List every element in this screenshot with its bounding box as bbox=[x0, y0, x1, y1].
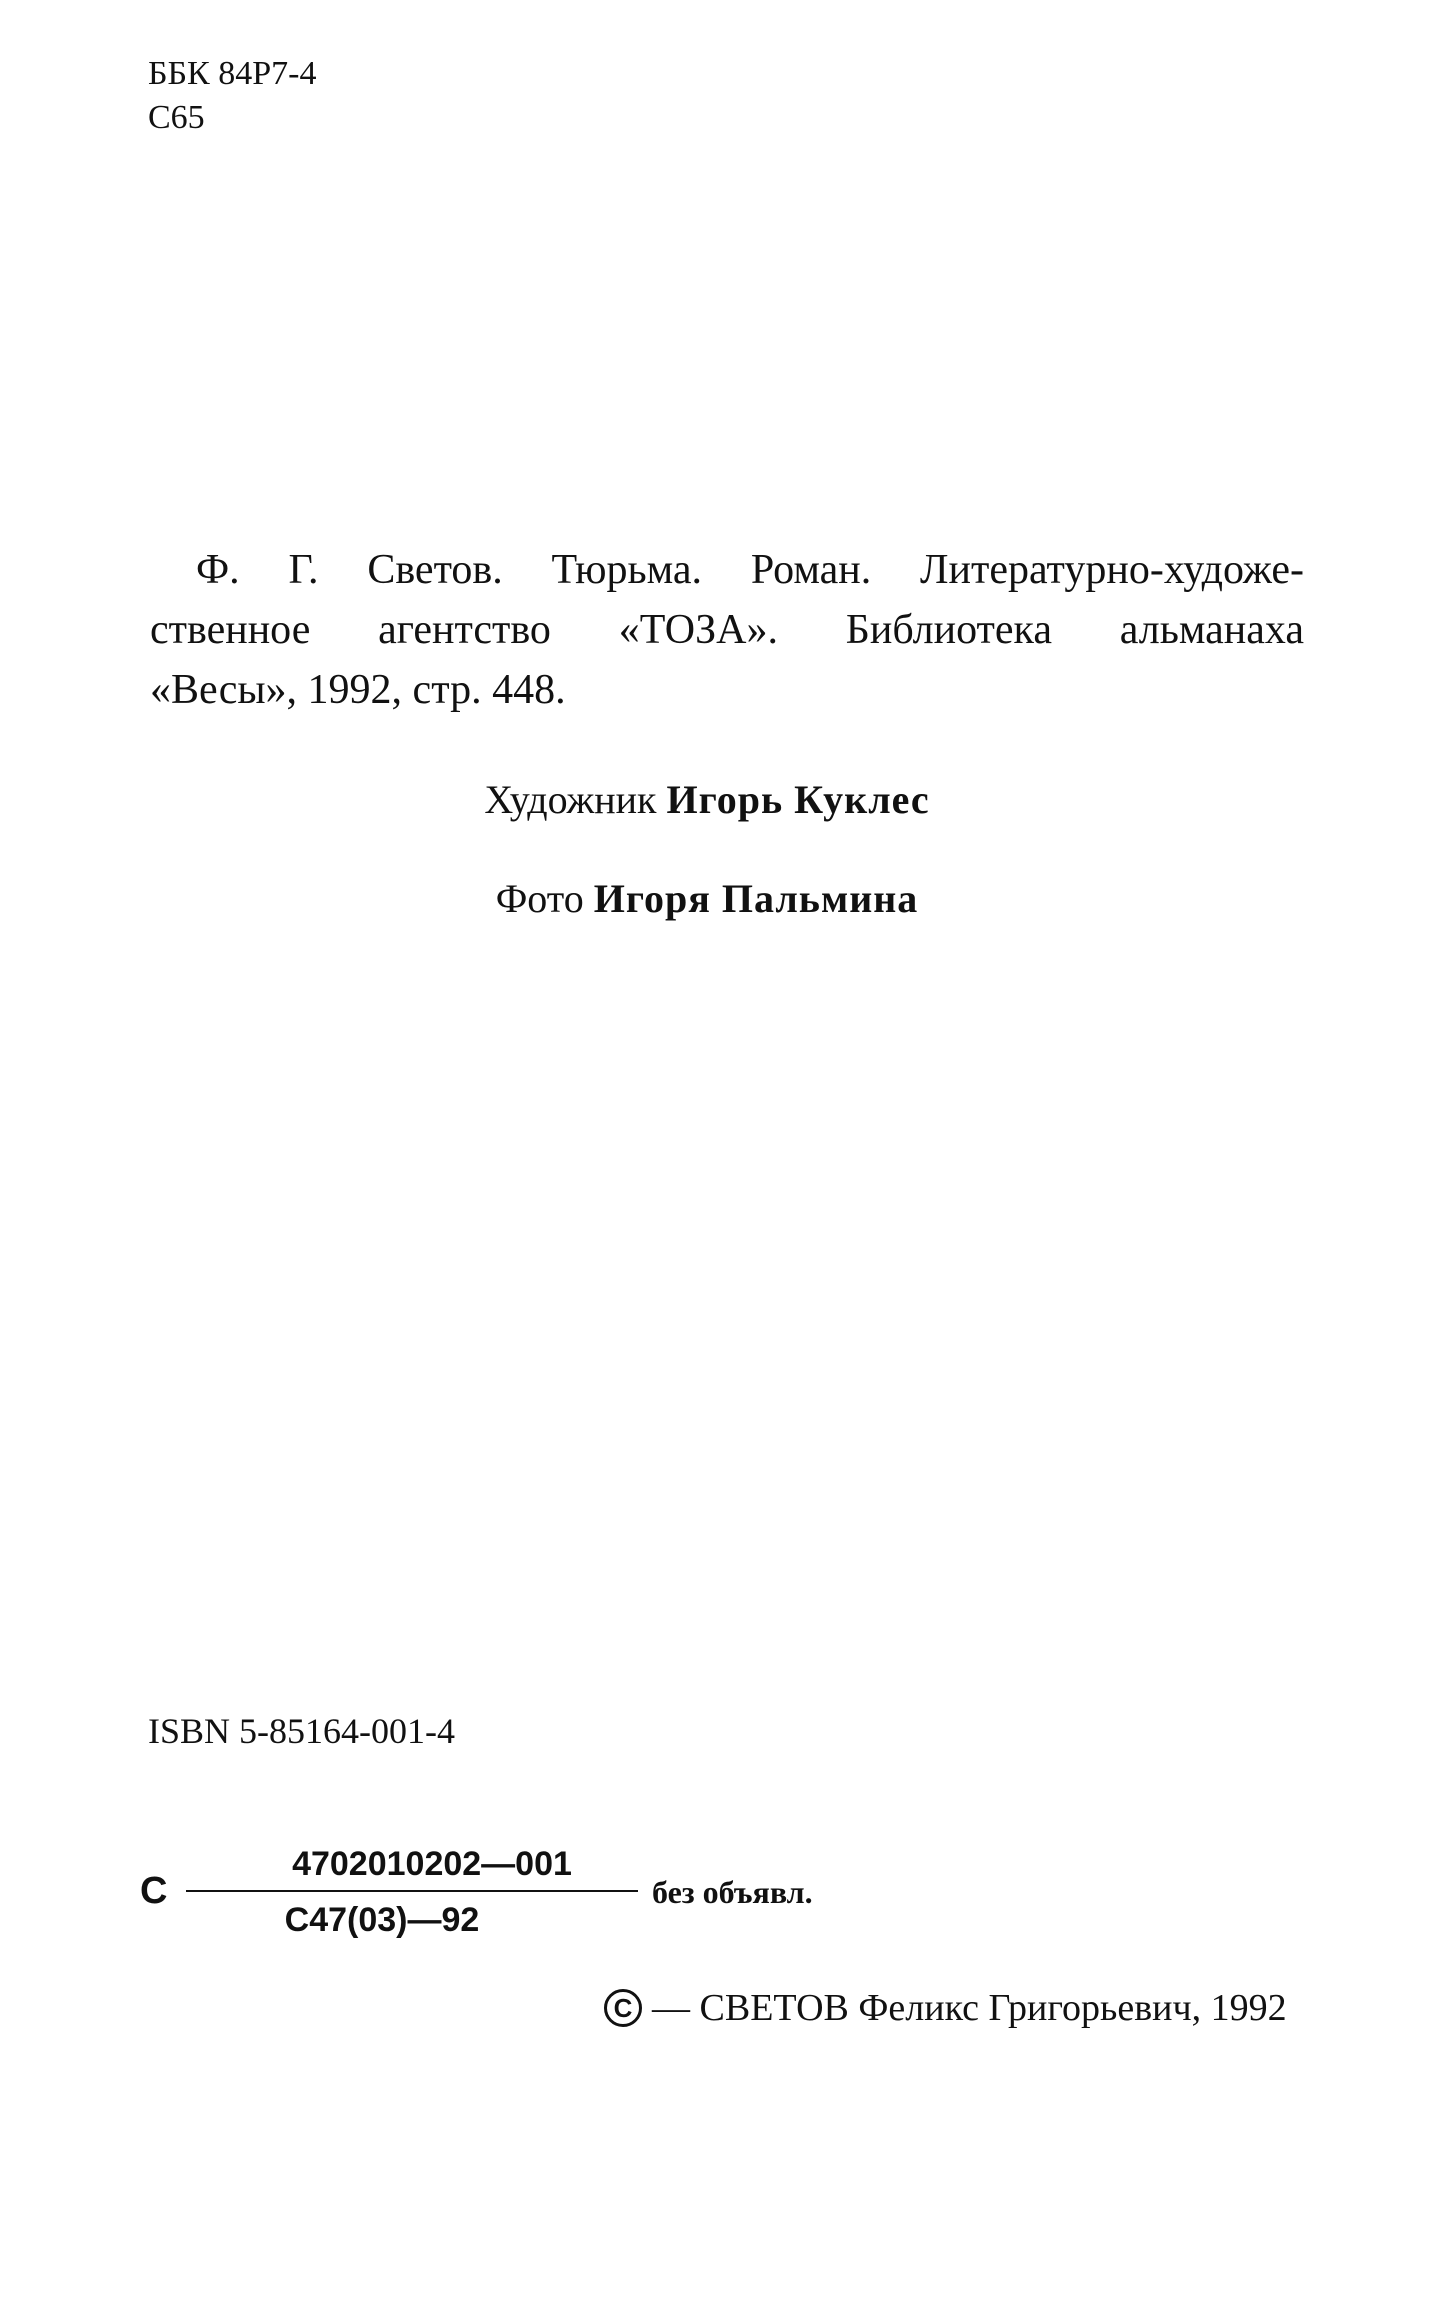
bib-line-2 bbox=[150, 600, 1304, 660]
fraction-bar bbox=[186, 1890, 638, 1892]
bib-word: Литературно-художе- bbox=[920, 547, 1304, 593]
bib-word: Светов. bbox=[367, 547, 503, 593]
publisher-code-note: без объявл. bbox=[652, 1874, 813, 1910]
artist-name: Игорь Куклес bbox=[666, 777, 930, 822]
author-mark: С65 bbox=[148, 99, 205, 136]
bib-word: ственное bbox=[150, 607, 311, 653]
publisher-code-numerator: 4702010202—001 bbox=[292, 1845, 572, 1883]
bbk-code: ББК 84Р7-4 bbox=[148, 55, 317, 92]
bib-word: «ТОЗА». bbox=[618, 607, 778, 653]
bib-word: Г. bbox=[288, 547, 319, 593]
photo-role: Фото bbox=[495, 876, 584, 921]
bib-line-3: «Весы», 1992, стр. 448. bbox=[150, 667, 566, 713]
classification-codes bbox=[148, 52, 316, 140]
publisher-code-letter: С bbox=[140, 1870, 168, 1912]
bib-line-1 bbox=[196, 540, 1304, 600]
bib-word: альманаха bbox=[1119, 607, 1304, 653]
bib-word: Ф. bbox=[196, 547, 240, 593]
bib-word: Роман. bbox=[750, 547, 872, 593]
copyright-text: — СВЕТОВ Феликс Григорьевич, 1992 bbox=[652, 1987, 1287, 2029]
isbn: ISBN 5-85164-001-4 bbox=[148, 1711, 455, 1751]
photo-name: Игоря Пальмина bbox=[593, 876, 919, 921]
bibliographic-description bbox=[150, 540, 1304, 720]
bib-word: Тюрьма. bbox=[551, 547, 703, 593]
artist-role: Художник bbox=[484, 777, 657, 822]
copyright-icon: C bbox=[604, 1989, 642, 2027]
bib-word: Библиотека bbox=[845, 607, 1052, 653]
publisher-code-fraction bbox=[186, 1842, 638, 1942]
photo-credit bbox=[0, 875, 1434, 922]
artist-credit bbox=[0, 776, 1434, 823]
copyright-line bbox=[604, 1986, 1287, 2030]
publisher-code-denominator: С47(03)—92 bbox=[284, 1901, 480, 1939]
bib-word: агентство bbox=[378, 607, 551, 653]
